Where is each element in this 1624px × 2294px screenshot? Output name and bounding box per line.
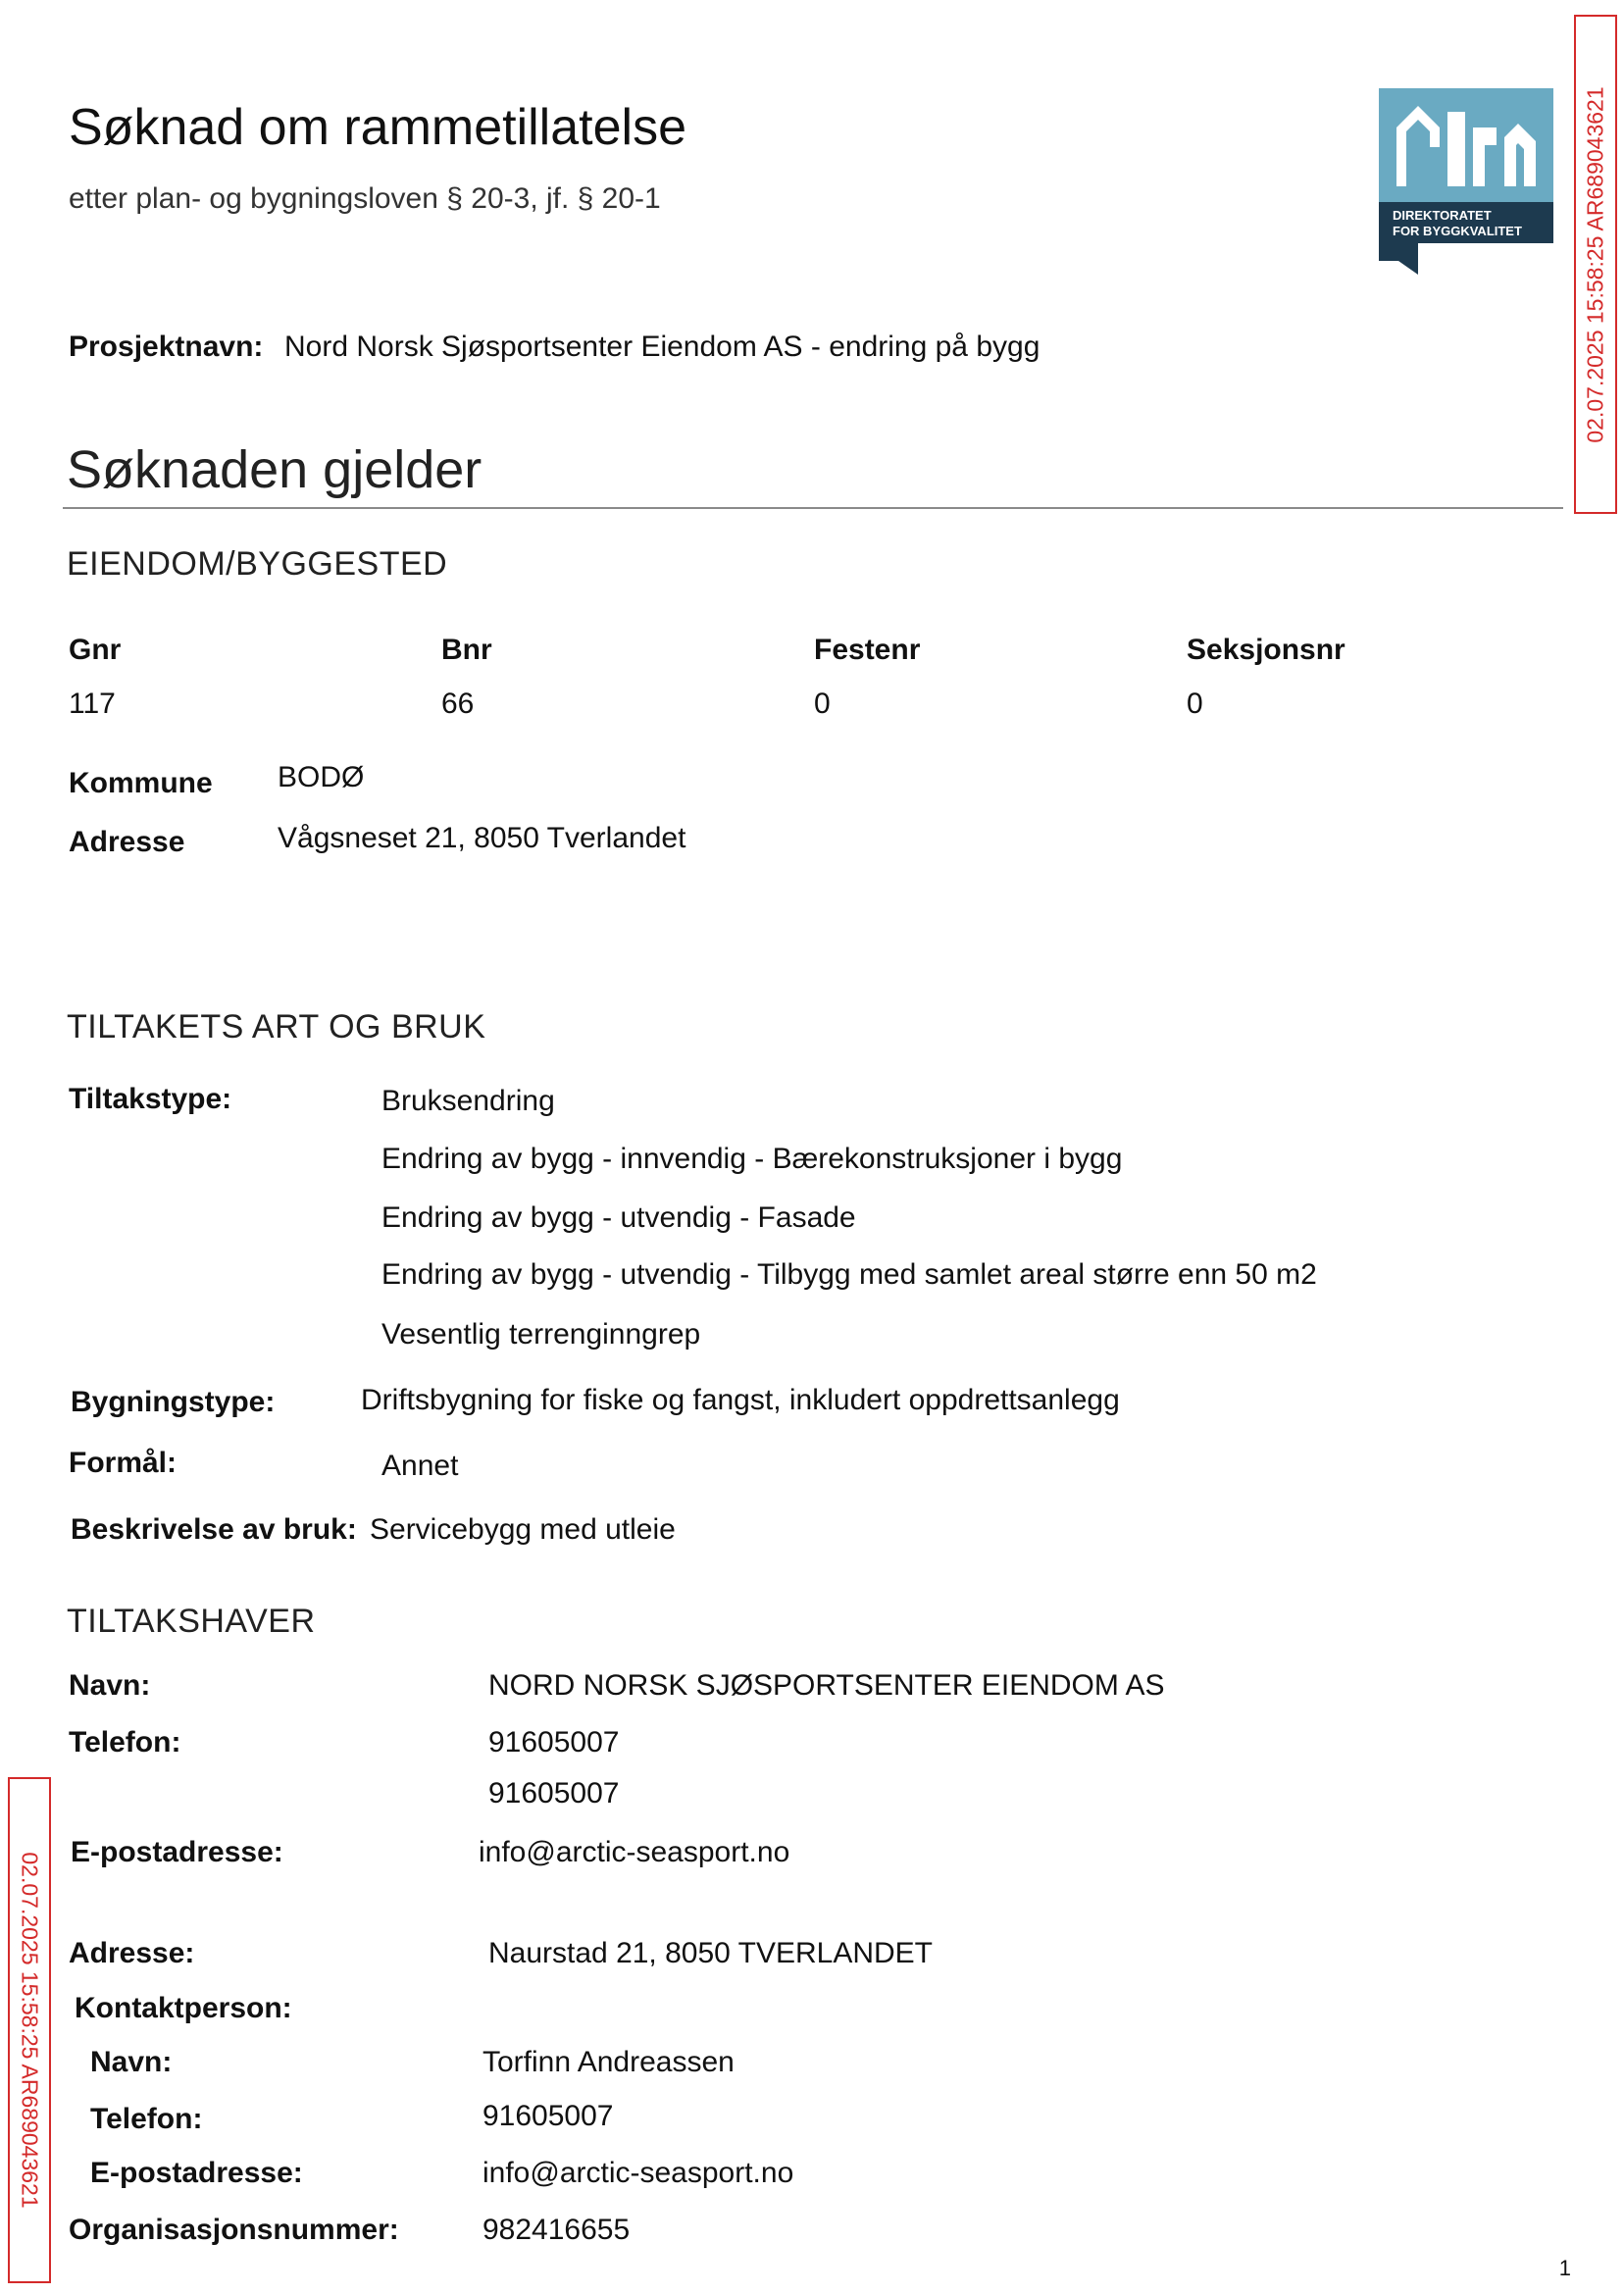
section-divider [63, 507, 1563, 509]
kontakt-epost-label: E-postadresse: [90, 2157, 303, 2189]
document-subtitle: etter plan- og bygningsloven § 20-3, jf. § 20-1 [69, 182, 661, 215]
tiltakshaver-heading: TILTAKSHAVER [67, 1603, 316, 1640]
tiltakshaver-adresse-value: Naurstad 21, 8050 TVERLANDET [488, 1937, 934, 1969]
tiltakstype-item: Endring av bygg - innvendig - Bærekonstruksjoner i bygg [381, 1143, 1123, 1175]
tiltakstype-item: Endring av bygg - utvendig - Fasade [381, 1201, 856, 1234]
kontakt-epost-value: info@arctic-seasport.no [482, 2157, 794, 2189]
timestamp-stamp-left: 02.07.2025 15:58:25 AR689043621 [8, 1777, 51, 2283]
document-title: Søknad om rammetillatelse [69, 99, 686, 156]
seksjonsnr-label: Seksjonsnr [1187, 634, 1345, 666]
bnr-label: Bnr [441, 634, 492, 666]
tiltakshaver-telefon-label: Telefon: [69, 1726, 181, 1759]
kontakt-navn-label: Navn: [90, 2046, 173, 2078]
gnr-value: 117 [69, 688, 116, 720]
organisasjonsnummer-value: 982416655 [482, 2214, 631, 2246]
tiltakshaver-epost-value: info@arctic-seasport.no [479, 1836, 790, 1868]
property-heading: EIENDOM/BYGGESTED [67, 545, 448, 583]
tiltakstype-label: Tiltakstype: [69, 1083, 232, 1115]
tiltakstype-item: Bruksendring [381, 1085, 555, 1117]
tiltak-heading: TILTAKETS ART OG BRUK [67, 1008, 486, 1045]
tiltakshaver-adresse-label: Adresse: [69, 1937, 195, 1969]
page-number: 1 [1558, 2256, 1571, 2280]
formal-label: Formål: [69, 1447, 178, 1479]
adresse-label: Adresse [69, 826, 185, 858]
kommune-label: Kommune [69, 767, 213, 799]
beskrivelse-value: Servicebygg med utleie [370, 1513, 676, 1546]
organisasjonsnummer-label: Organisasjonsnummer: [69, 2214, 399, 2246]
kontakt-navn-value: Torfinn Andreassen [482, 2046, 735, 2078]
tiltakshaver-telefon-value: 91605007 [488, 1726, 620, 1759]
formal-value: Annet [381, 1450, 459, 1482]
tiltakstype-item: Endring av bygg - utvendig - Tilbygg med samlet areal større enn 50 m2 [381, 1258, 1317, 1291]
logo-flag-icon [1379, 243, 1438, 275]
logo-text: DIREKTORATET FOR BYGGKVALITET [1393, 208, 1522, 238]
bygningstype-value: Driftsbygning for fiske og fangst, inkludert oppdrettsanlegg [361, 1384, 1120, 1416]
logo-emblem [1379, 88, 1553, 202]
kontaktperson-label: Kontaktperson: [75, 1992, 292, 2024]
kontakt-telefon-value: 91605007 [482, 2100, 614, 2132]
timestamp-stamp-top: 02.07.2025 15:58:25 AR689043621 [1574, 15, 1617, 514]
section-heading-soknaden: Søknaden gjelder [67, 440, 482, 499]
adresse-value: Vågsneset 21, 8050 Tverlandet [278, 822, 686, 854]
beskrivelse-label: Beskrivelse av bruk: [71, 1513, 357, 1546]
bygningstype-label: Bygningstype: [71, 1386, 276, 1418]
bnr-value: 66 [441, 688, 475, 720]
kommune-value: BODØ [278, 761, 365, 793]
tiltakshaver-telefon-value: 91605007 [488, 1777, 620, 1810]
seksjonsnr-value: 0 [1187, 688, 1203, 720]
kontakt-telefon-label: Telefon: [90, 2103, 203, 2135]
tiltakshaver-epost-label: E-postadresse: [71, 1836, 283, 1868]
tiltakshaver-navn-label: Navn: [69, 1669, 151, 1702]
tiltakstype-item: Vesentlig terrenginngrep [381, 1318, 701, 1351]
tiltakshaver-navn-value: NORD NORSK SJØSPORTSENTER EIENDOM AS [488, 1669, 1165, 1702]
project-value: Nord Norsk Sjøsportsenter Eiendom AS - endring på bygg [284, 331, 1040, 363]
festenr-label: Festenr [814, 634, 921, 666]
festenr-value: 0 [814, 688, 831, 720]
gnr-label: Gnr [69, 634, 122, 666]
project-label: Prosjektnavn: [69, 331, 264, 363]
dibk-logo [1379, 88, 1553, 275]
